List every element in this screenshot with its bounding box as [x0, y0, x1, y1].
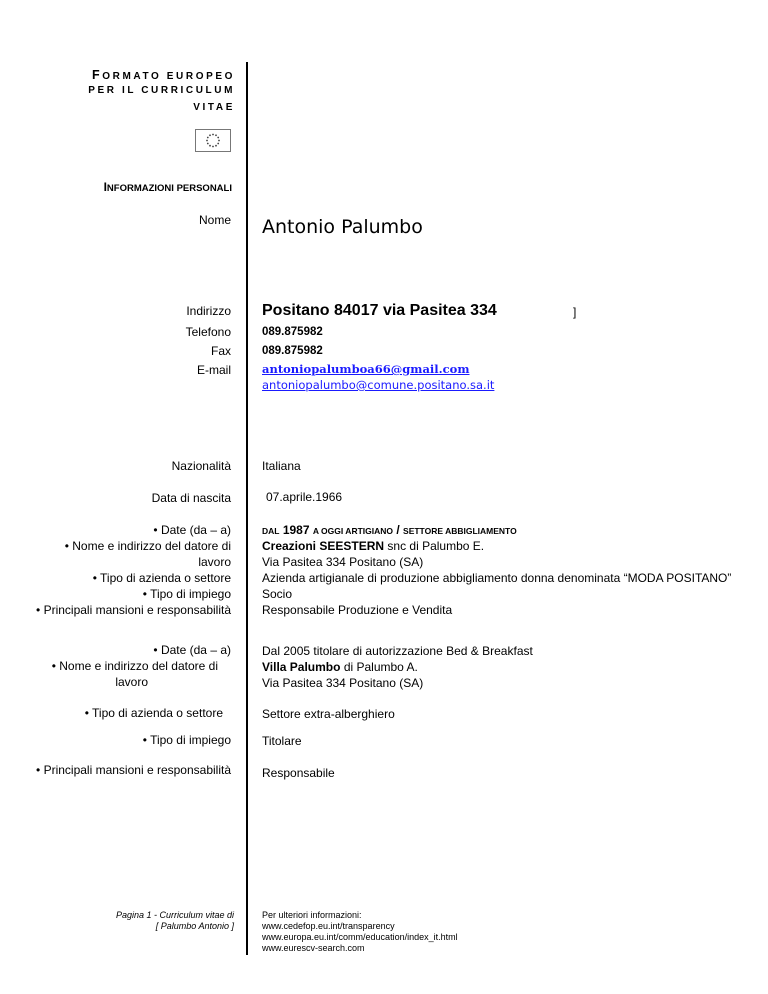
fax-label: Fax: [210, 344, 231, 358]
job2-datore-label-2: lavoro: [115, 675, 148, 689]
job2-company: Villa Palumbo di Palumbo A.: [262, 660, 418, 674]
job1-tipo-impiego: Socio: [262, 587, 293, 601]
footer-page-line-1: Pagina 1 - Curriculum vitae di: [115, 910, 234, 920]
job1-tipo-azienda-label: • Tipo di azienda o settore: [92, 571, 231, 585]
footer-info-links: [262, 910, 458, 954]
footer-link-eurescv[interactable]: www.eurescv-search.com: [262, 943, 365, 953]
job2-mansioni: Responsabile: [262, 766, 335, 780]
job1-date-value: DAL 1987 A OGGI ARTIGIANO / SETTORE ABBIGLIAMENTO: [262, 523, 517, 537]
job1-mansioni-label: • Principali mansioni e responsabilità: [36, 603, 231, 617]
job2-mansioni-label: • Principali mansioni e responsabilità: [36, 763, 231, 777]
title-line-2: PER IL CURRICULUM: [88, 85, 235, 96]
job2-tipo-azienda: Settore extra-alberghiero: [262, 707, 395, 721]
column-divider: [246, 62, 248, 955]
title-line-1: FORMATO EUROPEO: [92, 68, 235, 82]
job1-datore-label-2: lavoro: [198, 555, 231, 569]
email-link-1[interactable]: antoniopalumboa66@gmail.com: [262, 362, 470, 376]
job1-datore-label-1: • Nome e indirizzo del datore di: [64, 539, 231, 553]
indirizzo-value: Positano 84017 via Pasitea 334: [262, 302, 497, 319]
telefono-label: Telefono: [185, 325, 231, 339]
nazionalita-label: Nazionalità: [171, 459, 231, 473]
nascita-value: 07.aprile.1966: [266, 490, 343, 504]
job1-tipo-azienda: Azienda artigianale di produzione abbigliamento donna denominata “MODA POSITANO”: [262, 571, 732, 585]
fax-value: 089.875982: [262, 345, 323, 357]
footer-page-info: [116, 910, 234, 932]
footer-link-cedefop[interactable]: www.cedefop.eu.int/transparency: [262, 921, 395, 931]
job1-address: Via Pasitea 334 Positano (SA): [262, 555, 424, 569]
job1-company: Creazioni SEESTERN snc di Palumbo E.: [262, 539, 485, 553]
job1-date-label: • Date (da – a): [153, 523, 231, 537]
nome-label: Nome: [198, 213, 231, 227]
indirizzo-label: Indirizzo: [186, 304, 231, 318]
eu-stars-icon: [196, 130, 230, 151]
nazionalita-value: Italiana: [262, 459, 301, 473]
job2-datore-label-1: • Nome e indirizzo del datore di: [51, 659, 218, 673]
job1-tipo-impiego-label: • Tipo di impiego: [142, 587, 231, 601]
job2-tipo-impiego: Titolare: [262, 734, 302, 748]
section-heading-personal-info: INFORMAZIONI PERSONALI: [103, 180, 232, 194]
footer-link-europa[interactable]: www.europa.eu.int/comm/education/index_it.html: [262, 932, 458, 942]
job2-date-value: Dal 2005 titolare di autorizzazione Bed & Breakfast: [262, 644, 533, 658]
indirizzo-bracket: ]: [573, 305, 577, 319]
job1-mansioni: Responsabile Produzione e Vendita: [262, 603, 453, 617]
job2-tipo-azienda-label: • Tipo di azienda o settore: [84, 706, 223, 720]
job2-date-label: • Date (da – a): [153, 643, 231, 657]
title-line-3: VITAE: [193, 102, 235, 113]
telefono-value: 089.875982: [262, 326, 323, 338]
nome-value: Antonio Palumbo: [262, 216, 423, 238]
email-link-2[interactable]: antoniopalumbo@comune.positano.sa.it: [262, 378, 495, 392]
eu-flag-logo: [195, 129, 231, 152]
job2-tipo-impiego-label: • Tipo di impiego: [142, 733, 231, 747]
nascita-label: Data di nascita: [151, 491, 231, 505]
job2-address: Via Pasitea 334 Positano (SA): [262, 676, 424, 690]
footer-info-heading: Per ulteriori informazioni:: [262, 910, 362, 920]
email-label: E-mail: [196, 363, 231, 377]
footer-page-line-2: [ Palumbo Antonio ]: [155, 921, 234, 931]
